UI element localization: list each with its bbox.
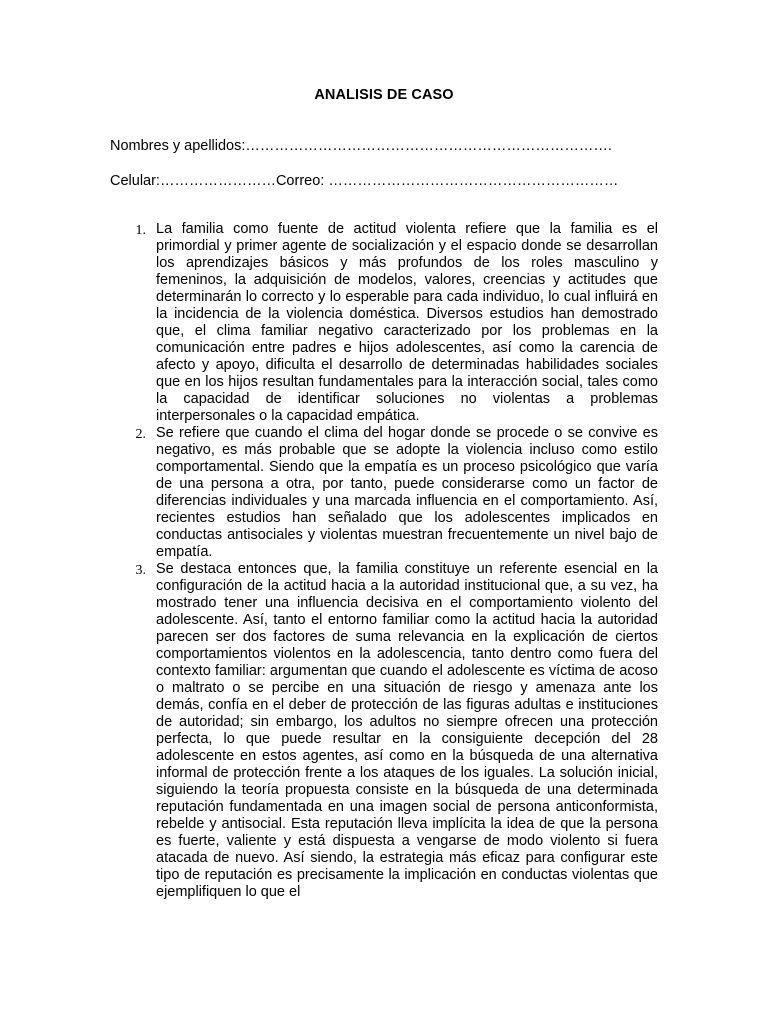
list-item — [110, 221, 658, 425]
name-field-line: Nombres y apellidos:…………………………………………………………………. — [110, 138, 612, 154]
list-item-text: La familia como fuente de actitud violenta refiere que la familia es el primordial y primer agente de socialización y el espacio donde se desarrollan los aprendizajes básicos y más profundos de los roles masculino y femeninos, la adquisición de modelos, valores, creencias y actitudes que determinarán lo correcto y lo esperable para cada individuo, lo cual influirá en la incidencia de la violencia doméstica. Diversos estudios han demostrado que, el clima familiar negativo caracterizado por los problemas en la comunicación entre padres e hijos adolescentes, así como la carencia de afecto y apoyo, dificulta el desarrollo de determinadas habilidades sociales que en los hijos resultan fundamentales para la interacción social, tales como la capacidad de identificar soluciones no violentas a problemas interpersonales o la capacidad empática. — [156, 221, 658, 424]
list-item — [110, 425, 658, 561]
contact-field-line: Celular:……………………Correo: …………………………………………………… — [110, 173, 619, 189]
numbered-list — [110, 221, 658, 901]
list-item-number: 1. — [135, 223, 146, 238]
list-item — [110, 561, 658, 901]
list-item-number: 2. — [135, 427, 146, 442]
document-title: ANALISIS DE CASO — [314, 87, 454, 103]
list-item-number: 3. — [135, 563, 146, 578]
list-item-text: Se destaca entonces que, la familia constituye un referente esencial en la configuración de la actitud hacia a la autoridad institucional que, a su vez, ha mostrado tener una influencia decisiva en el comportamiento violento del adolescente. Así, tanto el entorno familiar como la actitud hacia la autoridad parecen ser dos factores de suma relevancia en la explicación de ciertos comportamientos violentos en la adolescencia, tanto dentro como fuera del contexto familiar: argumentan que cuando el adolescente es víctima de acoso o maltrato o se percibe en una situación de riesgo y amenaza ante los demás, confía en el deber de protección de las figuras adultas e instituciones de autoridad; sin embargo, los adultos no siempre ofrecen una protección perfecta, lo que puede resultar en la consiguiente decepción del 28 adolescente en estos agentes, así como en la búsqueda de una alternativa informal de protección frente a los ataques de los iguales. La solución inicial, siguiendo la teoría propuesta consiste en la búsqueda de una determinada reputación fundamentada en una imagen social de persona anticonformista, rebelde y antisocial. Esta reputación lleva implícita la idea de que la persona es fuerte, valiente y está dispuesta a vengarse de modo violento si fuera atacada de nuevo. Así siendo, la estrategia más eficaz para configurar este tipo de reputación es precisamente la implicación en conductas violentas que ejemplifiquen lo que el — [156, 561, 658, 900]
list-item-text: Se refiere que cuando el clima del hogar donde se procede o se convive es negativo, es más probable que se adopte la violencia incluso como estilo comportamental. Siendo que la empatía es un proceso psicológico que varía de una persona a otra, por tanto, puede considerarse como un factor de diferencias individuales y una marcada influencia en el comportamiento. Así, recientes estudios han señalado que los adolescentes implicados en conductas antisociales y violentas muestran frecuentemente un nivel bajo de empatía. — [156, 425, 658, 560]
